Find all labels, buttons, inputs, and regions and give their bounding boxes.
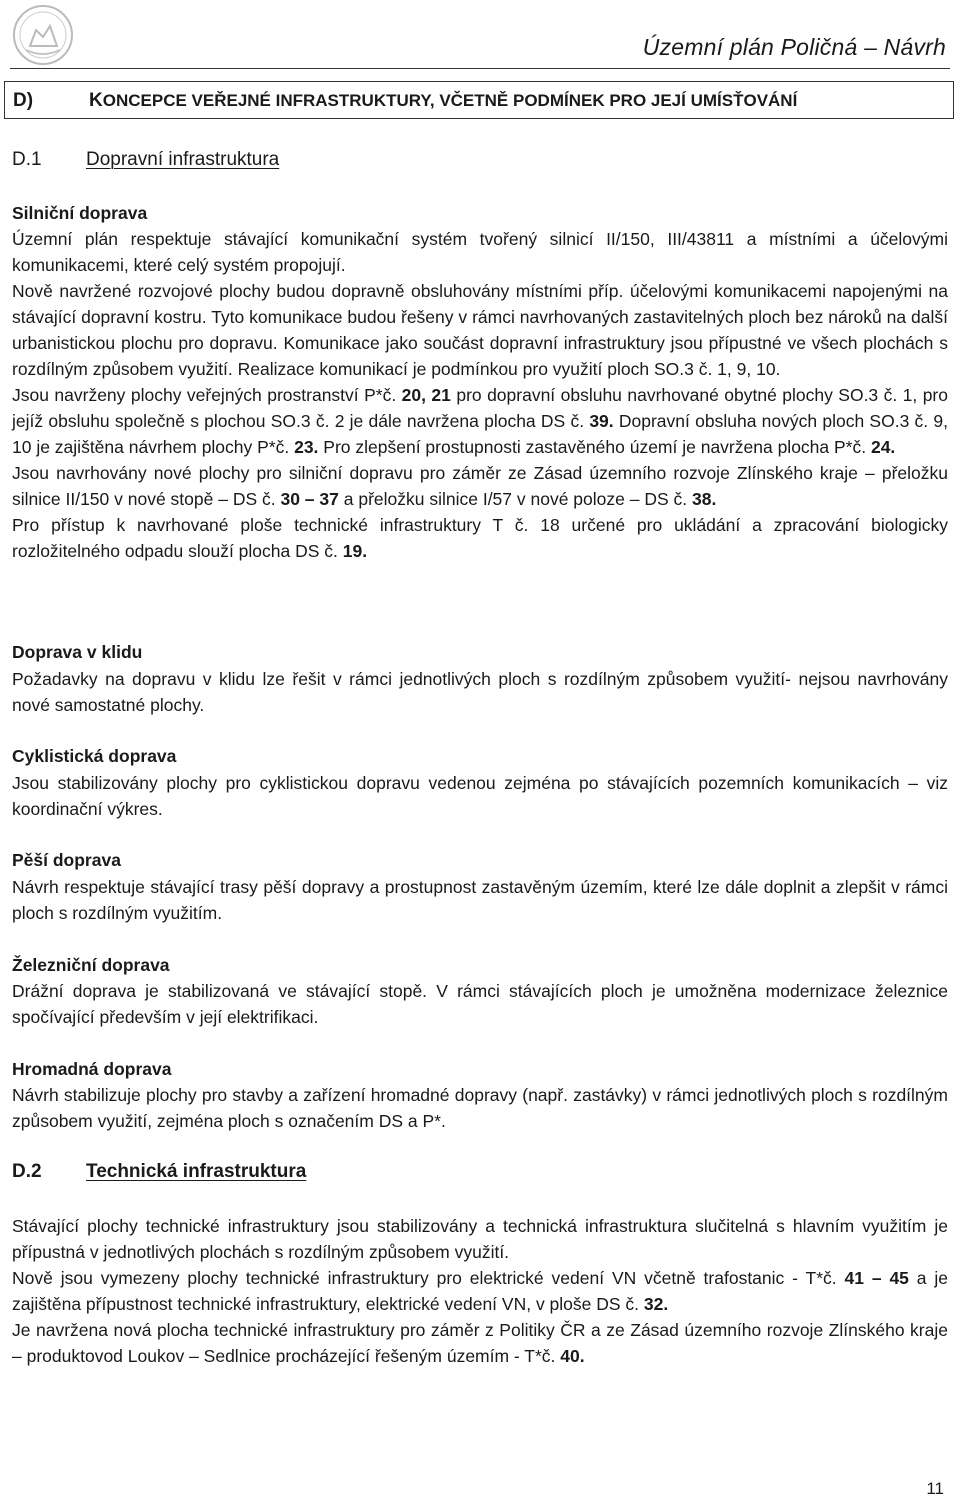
section-number-d2: D.2 bbox=[12, 1161, 42, 1182]
heading-doprava-v-klidu: Doprava v klidu bbox=[12, 642, 143, 662]
heading-zeleznicni-doprava: Železniční doprava bbox=[12, 955, 170, 975]
paragraph: Požadavky na dopravu v klidu lze řešit v rámci jednotlivých ploch s rozdílným způsobem využití- nejsou navrhovány nové samostatné plochy. bbox=[12, 669, 948, 715]
paragraph: Pro přístup k navrhované ploše technické infrastruktury T č. 18 určené pro ukládání a zpracování biologicky rozložitelného odpadu slouží plocha DS č. 19. bbox=[12, 515, 948, 561]
heading-silnicni-doprava: Silniční doprava bbox=[12, 203, 148, 223]
paragraph: Jsou navrženy plochy veřejných prostranství P*č. 20, 21 pro dopravní obsluhu navrhované obytné plochy SO.3 č. 1, pro jejíž obsluhu společně s plochou SO.3 č. 2 je dále navržena plocha DS č. 39. Dopravní obsluha nových ploch SO.3 č. 9, 10 je zajištěna návrhem plochy P*č. 23. Pro zlepšení prostupnosti zastavěného území je navržena plocha P*č. 24. bbox=[12, 385, 949, 457]
section-number-d1: D.1 bbox=[12, 149, 42, 170]
page-number: 11 bbox=[926, 1479, 944, 1498]
heading-pesi-doprava: Pěší doprava bbox=[12, 850, 121, 870]
cyklisticka-doprava-text bbox=[12, 770, 948, 822]
paragraph: Jsou stabilizovány plochy pro cyklistickou dopravu vedenou zejména po stávajících pozemních komunikacích – viz koordinační výkres. bbox=[12, 773, 948, 819]
pesi-doprava-text bbox=[12, 874, 948, 926]
heading-hromadna-doprava: Hromadná doprava bbox=[12, 1059, 172, 1079]
zeleznicni-doprava-text bbox=[12, 978, 948, 1030]
paragraph: Nově navržené rozvojové plochy budou dopravně obsluhovány místními příp. účelovými komunikacemi napojenými na stávající dopravní kostru. Tyto komunikace budou řešeny v rámci navrhovaných zastavitelných ploch bez nároků na další urbanistickou plochu pro dopravu. Komunikace jako součást dopravní infrastruktury jsou přípustné ve všech plochách s rozdílným způsobem využití. Realizace komunikací je podmínkou pro využití ploch SO.3 č. 1, 9, 10. bbox=[12, 281, 948, 379]
silnicni-doprava-text bbox=[12, 226, 948, 564]
section-title-d2: Technická infrastruktura bbox=[86, 1161, 307, 1182]
doprava-v-klidu-text bbox=[12, 666, 948, 718]
chapter-heading-box bbox=[4, 81, 954, 119]
paragraph: Jsou navrhovány nové plochy pro silniční dopravu pro záměr ze Zásad územního rozvoje Zlínského kraje – přeložku silnice II/150 v nové stopě – DS č. 30 – 37 a přeložku silnice I/57 v nové poloze – DS č. 38. bbox=[12, 463, 948, 509]
hromadna-doprava-text bbox=[12, 1082, 948, 1134]
paragraph: Stávající plochy technické infrastruktury jsou stabilizovány a technická infrastruktura slučitelná s hlavním využitím je přípustná v jednotlivých plochách s rozdílným způsobem využití. bbox=[12, 1216, 948, 1262]
heading-cyklisticka-doprava: Cyklistická doprava bbox=[12, 746, 177, 766]
header-divider bbox=[10, 68, 950, 69]
chapter-title-rest: ONCEPCE VEŘEJNÉ INFRASTRUKTURY, VČETNĚ PODMÍNEK PRO JEJÍ UMÍSŤOVÁNÍ bbox=[102, 91, 798, 110]
municipal-coat-of-arms-icon bbox=[12, 4, 74, 66]
paragraph: Nově jsou vymezeny plochy technické infrastruktury pro elektrické vedení VN včetně trafostanic - T*č. 41 – 45 a je zajištěna přípustnost technické infrastruktury, elektrické vedení VN, v ploše DS č. 32. bbox=[12, 1268, 949, 1314]
paragraph: Drážní doprava je stabilizovaná ve stávající stopě. V rámci stávajících ploch je umožněna modernizace železnice spočívající především v její elektrifikaci. bbox=[12, 981, 948, 1027]
section-title-d1: Dopravní infrastruktura bbox=[86, 149, 280, 170]
paragraph: Návrh respektuje stávající trasy pěší dopravy a prostupnost zastavěným územím, které lze dále doplnit a zlepšit v rámci ploch s rozdílným využitím. bbox=[12, 877, 948, 923]
chapter-title bbox=[89, 90, 797, 112]
technicka-infrastruktura-text bbox=[12, 1213, 948, 1369]
chapter-title-initial: K bbox=[89, 90, 103, 111]
chapter-letter: D) bbox=[13, 90, 34, 111]
document-title: Územní plán Poličná – Návrh bbox=[642, 34, 946, 60]
paragraph: Územní plán respektuje stávající komunikační systém tvořený silnicí II/150, III/43811 a místními a účelovými komunikacemi, které celý systém propojují. bbox=[12, 229, 948, 275]
paragraph: Návrh stabilizuje plochy pro stavby a zařízení hromadné dopravy (např. zastávky) v rámci jednotlivých ploch s rozdílným způsobem využití, zejména ploch s označením DS a P*. bbox=[12, 1085, 948, 1131]
paragraph: Je navržena nová plocha technické infrastruktury pro záměr z Politiky ČR a ze Zásad územního rozvoje Zlínského kraje – produktovod Loukov – Sedlnice procházející řešeným územím - T*č. 40. bbox=[12, 1320, 948, 1366]
